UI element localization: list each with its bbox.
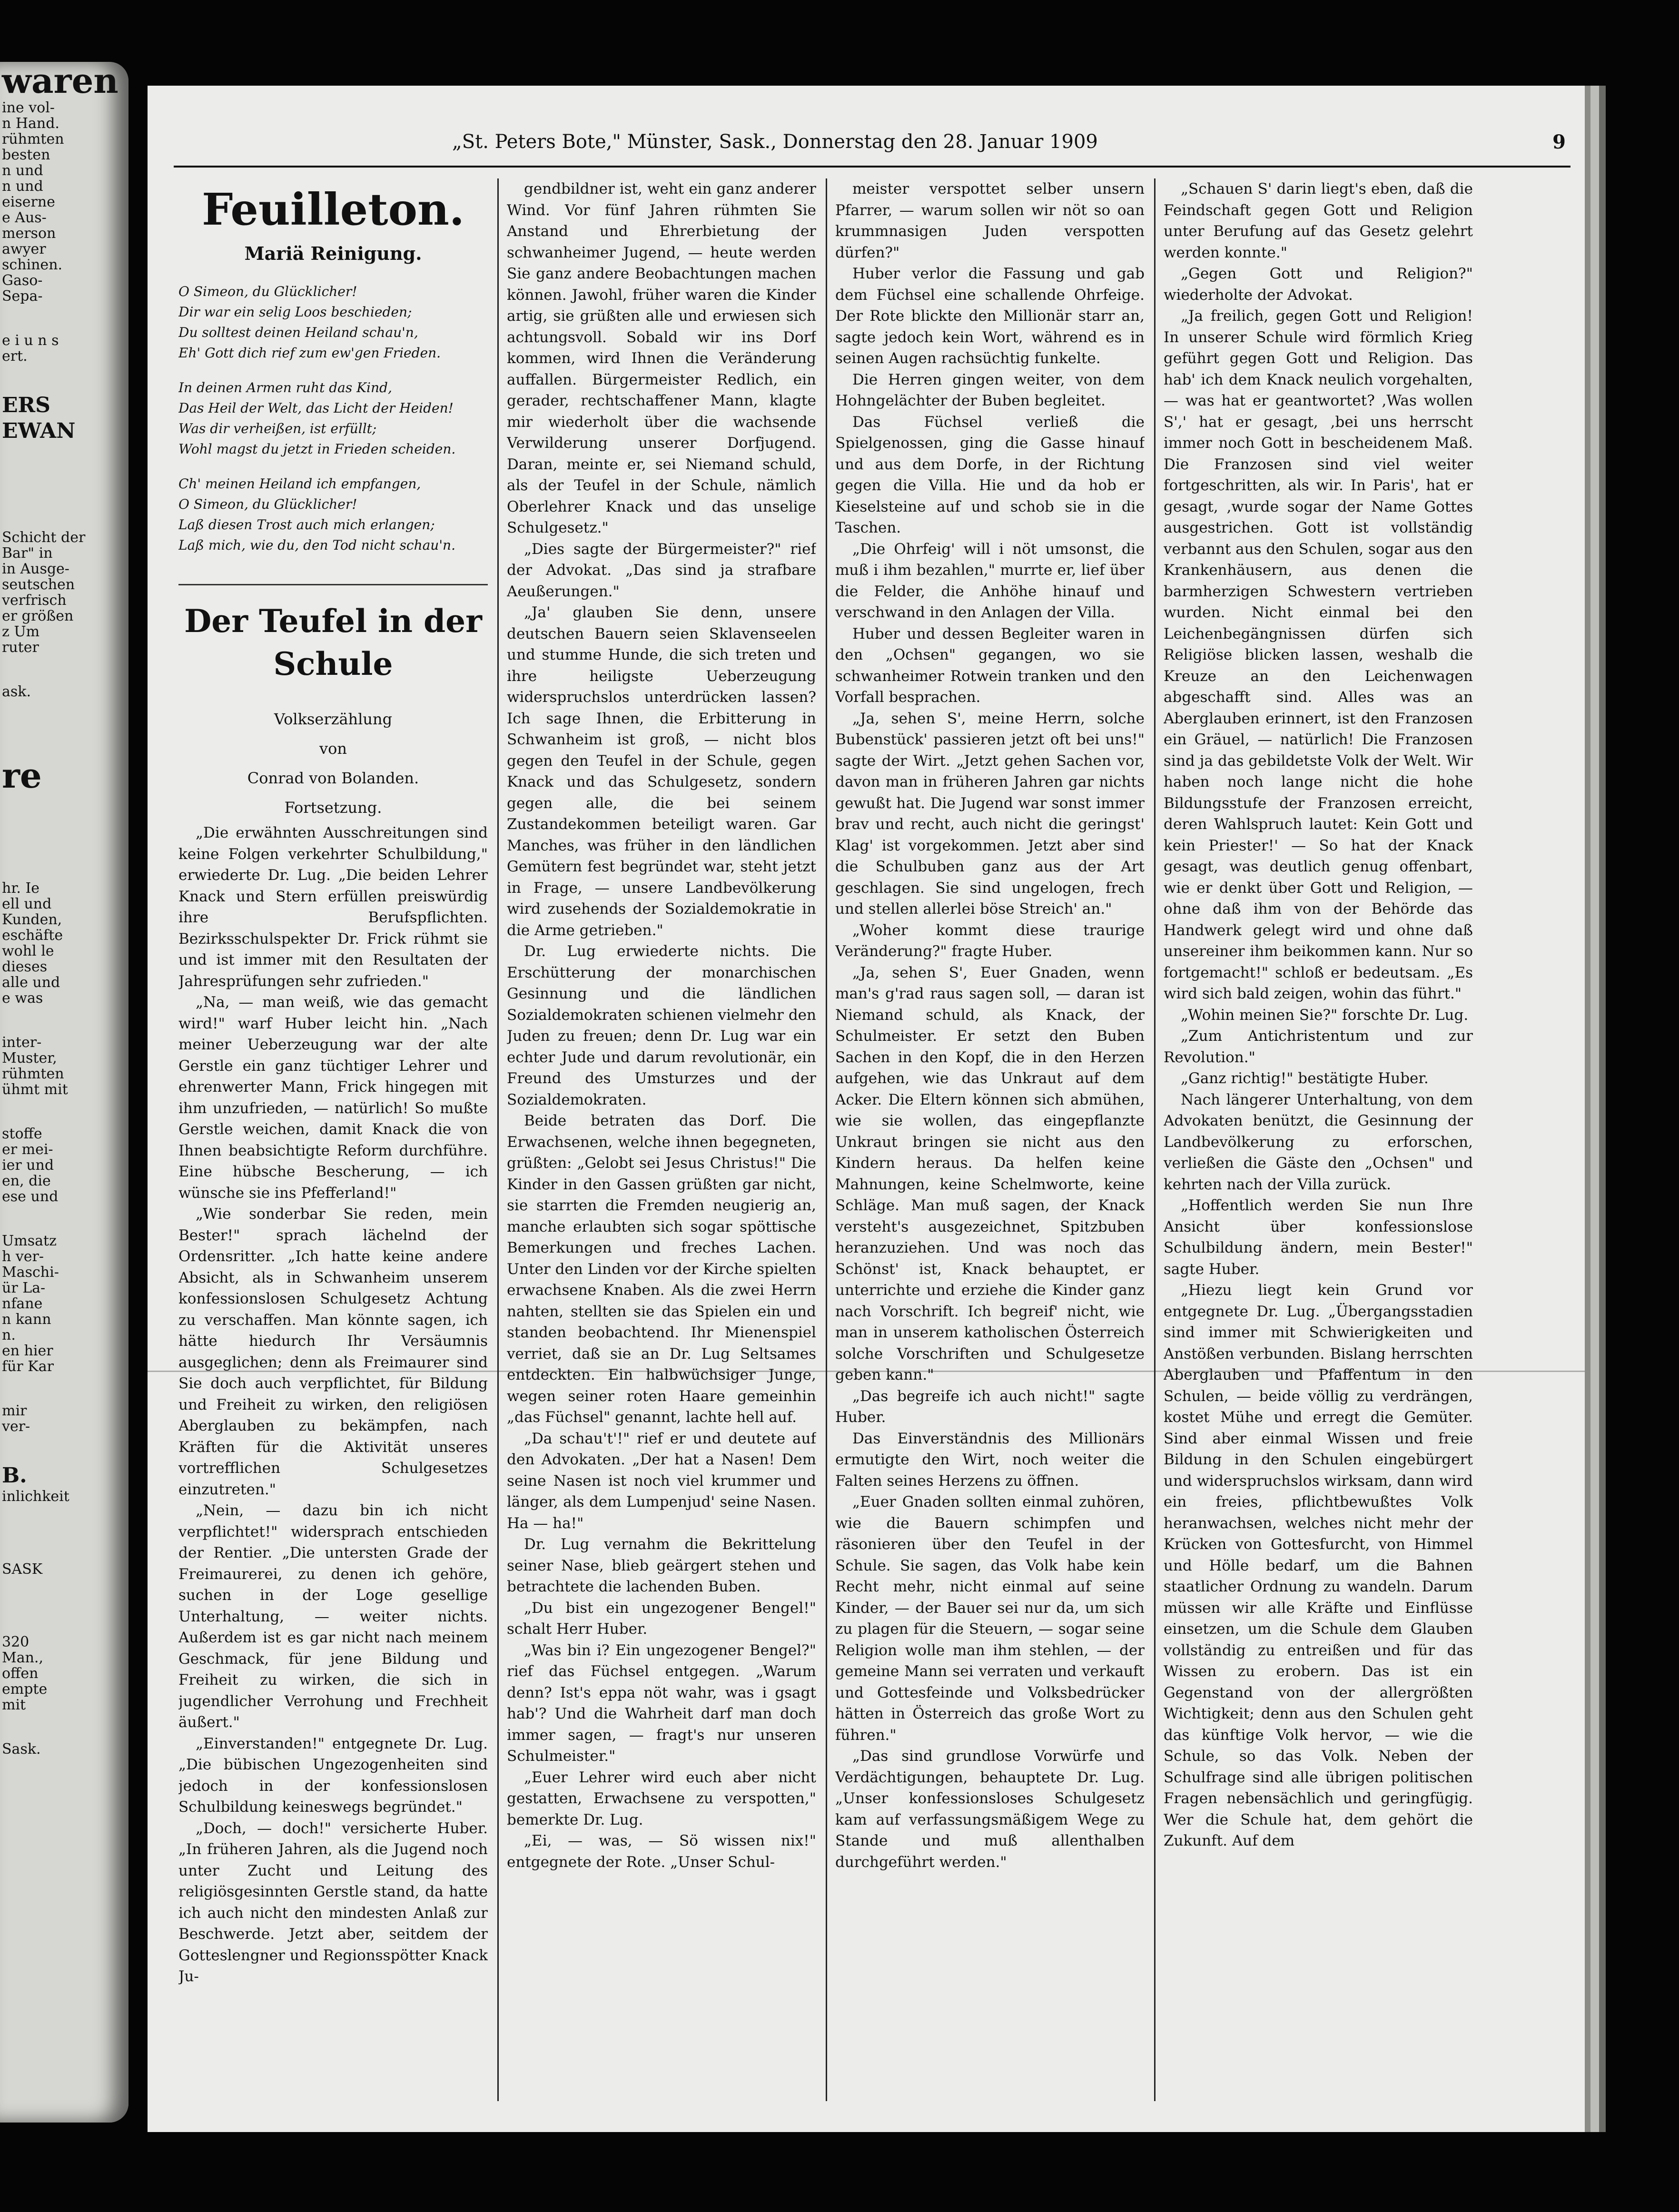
fragment-gap xyxy=(0,1504,128,1533)
left-page-fragment: hr. Ie xyxy=(2,880,40,897)
fragment-gap xyxy=(0,1577,128,1606)
left-page-fragment: Sask. xyxy=(2,1741,41,1758)
paragraph: „Doch, — doch!" versicherte Huber. „In früheren Jahren, als die Jugend noch unter Zucht und Leitung des religiösgesinnten Gerstle stand, da hatte ich auch nicht den mindesten Anlaß zur Beschwerde. Jetzt aber, seitdem der Gotteslengner und Regionsspötter Knack Ju- xyxy=(178,1819,488,1985)
paragraph: „Ganz richtig!" bestätigte Huber. xyxy=(1181,1070,1429,1087)
paragraph: „Schauen S' darin liegt's eben, daß die Feindschaft gegen Gott und Religion unter Berufung auf das Gesetz gelehrt werden konnte." xyxy=(1164,180,1473,261)
left-page-fragment: eschäfte xyxy=(2,927,63,944)
left-page-fragment: ask. xyxy=(2,683,31,700)
left-page-fragment: Maschi- xyxy=(2,1264,59,1281)
stanza-gap xyxy=(178,459,488,474)
left-page-fragment: en, die xyxy=(2,1173,51,1189)
left-page-fragment: rühmten xyxy=(2,1066,64,1082)
left-page-fragment: in Ausge- xyxy=(2,561,69,577)
paragraph: „Das begreife ich auch nicht!" sagte Huber. xyxy=(835,1387,1145,1426)
left-page-fragment: ERS xyxy=(2,393,50,417)
paragraph: Nach längerer Unterhaltung, von dem Advokaten benützt, die Gesinnung der Landbevölkerung zu erforschen, verließen die Gäste den „Ochsen" und kehrten nach der Villa zurück. xyxy=(1164,1091,1473,1193)
paragraph: „Euer Gnaden sollten einmal zuhören, wie die Bauern schimpfen und räsonieren über den Teufel in der Schule. Sie sagen, das Volk habe kein Recht mehr, nicht einmal auf seine Kinder, — der Bauer sei nur da, um sich zu plagen für die Steuern, — sogar seine Religion wolle man ihm stehlen, — der gemeine Mann sei verraten und verkauft und Gottesfeinde und Volksbedrücker hätten in Österreich das große Wort zu führen." xyxy=(835,1493,1145,1744)
paragraph: Dr. Lug erwiederte nichts. Die Erschütterung der monarchischen Gesinnung und die ländlichen Sozialdemokraten schienen vielmehr den Juden zu freuen; denn Dr. Lug war ein echter Jude und darum revolutionär, ein Freund des Umsturzes und der Sozialdemokraten. xyxy=(507,943,816,1108)
story-author: Conrad von Bolanden. xyxy=(247,769,419,787)
left-page-fragment: Umsatz xyxy=(2,1233,57,1249)
left-page-fragment: ier und xyxy=(2,1157,54,1174)
page-number: 9 xyxy=(1552,131,1566,153)
paragraph: Das Füchsel verließ die Spielgenossen, ging die Gasse hinauf und aus dem Dorfe, in der Richtung gegen die Villa. Hie und da hob er Kieselsteine auf und schob sie in die Taschen. xyxy=(835,413,1145,536)
left-page-fragment: Bar" in xyxy=(2,545,53,562)
fragment-gap xyxy=(0,501,128,530)
left-page-fragment: mir xyxy=(2,1402,27,1419)
paragraph: „Gegen Gott und Religion?" wiederholte der Advokat. xyxy=(1164,265,1473,304)
paragraph: „Ja' glauben Sie denn, unsere deutschen Bauern seien Sklavenseelen und stumme Hunde, die sich treten und ihre heiligste Ueberzeugung widerspruchslos unterdrücken lassen? Ich sage Ihnen, die Erbitterung in Schwanheim ist groß, — nicht blos gegen den Teufel in der Schule, gegen Knack und das Schulgesetz, sondern gegen alle, die bei seinem Zustandekommen beteiligt waren. Gar Manches, was früher in den ländlichen Gemütern fest begründet war, steht jetzt in Frage, — unsere Landbevölkerung wird zusehends der Sozialdemokratie in die Arme getrieben." xyxy=(507,604,816,939)
left-page-fragment: seutschen xyxy=(2,576,75,593)
left-page-fragment: n kann xyxy=(2,1311,51,1328)
poem-line: Du solltest deinen Heiland schau'n, xyxy=(178,325,418,340)
column-rule xyxy=(826,178,827,2101)
poem-line: Dir war ein selig Loos beschieden; xyxy=(178,304,412,320)
left-page-fragment: e Aus- xyxy=(2,209,47,226)
left-page-fragment: B. xyxy=(2,1463,27,1488)
left-page-fragment: n. xyxy=(2,1327,16,1343)
paragraph: „Ja freilich, gegen Gott und Religion! In unserer Schule wird förmlich Krieg geführt gegen Gott und Religion. Das hab' ich dem Knack neulich vorgehalten, — was hat er geantwortet? ,Was wollen S',' hat er gesagt, ,bei uns herrscht immer noch Gott in bescheidenem Maß. Die Franzosen sind viel weiter fortgeschritten, als wir. In Paris', hat er gesagt, ,wurde sogar der Name Gottes ausgestrichen. Gott ist vollständig verbannt aus den Schulen, sogar aus den Krankenhäusern, aus denen die barmherzigen Schwestern vertrieben wurden. Nicht einmal bei den Leichenbegängnissen dürfen sich Religiöse blicken lassen, weshalb die Kreuze an den Leichenwagen abgeschafft sind. Alles was an Aberglauben erinnert, ist den Franzosen ein Gräuel, — natürlich! Die Franzosen sind ja das gebildetste Volk der Welt. Wir haben noch lange nicht die hohe Bildungsstufe der Franzosen erreicht, deren Wahlspruch lautet: Kein Gott und kein Priester!' — So hat der Knack gesagt, was deutlich genug offenbart, wie er denkt über Gott und Religion, — ohne daß ihm von der Behörde das Handwerk gelegt wird und ohne daß unsereiner ihm beikommen kann. Nur so fortgemacht!" schloß er bedeutsam. „Es wird sich bald zeigen, wohin das führt." xyxy=(1164,307,1473,1002)
paragraph: „Die Ohrfeig' will i nöt umsonst, die muß i ihm bezahlen," murrte er, lief über die Felder, die Anhöhe hinauf und verschwand in den Anlagen der Villa. xyxy=(835,540,1145,621)
fragment-gap xyxy=(0,700,128,728)
column-4 xyxy=(1164,178,1473,2092)
left-page-fragment: ver- xyxy=(2,1418,30,1435)
left-page-fragment: ese und xyxy=(2,1188,59,1205)
fragment-gap xyxy=(0,473,128,501)
fragment-gap xyxy=(0,795,128,823)
fragment-gap xyxy=(0,1006,128,1035)
poem-line: Das Heil der Welt, das Licht der Heiden! xyxy=(178,400,454,416)
story-title: Der Teufel in der Schule xyxy=(178,584,488,685)
paragraph: „Hiezu liegt kein Grund vor entgegnete Dr. Lug. „Übergangsstadien sind immer mit Schwierigkeiten und Anstößen verbunden. Bislang herrschten Aberglauben und Pfaffentum in den Schulen, — beide völlig zu verdrängen, kostet Mühe und erregt die Gemüter. Sind aber einmal Wissen und freie Bildung in den Schulen eingebürgert und widerspruchslos wirksam, dann wird ein freies, pflichtbewußtes Volk heranwachsen, welches nicht mehr der Krücken von Gottesfurcht, von Himmel und Hölle bedarf, um die Bahnen staatlicher Ordnung zu wandeln. Darum müssen wir alle Kräfte und Einflüsse einsetzen, um die Schule dem Glauben vollständig zu entreißen und für das Wissen zu erobern. Das ist ein Gegenstand von der allergrößten Wichtigkeit; denn aus den Schulen geht das künftige Volk hervor, — wie die Schule, so das Volk. Neben der Schulfrage sind alle übrigen politischen Fragen nebensächlich und geringfügig. Wer die Schule hat, dem gehört die Zukunft. Auf dem xyxy=(1164,1282,1473,1849)
left-page-fragment: inlichkeit xyxy=(2,1488,69,1505)
paragraph: „Die erwähnten Ausschreitungen sind keine Folgen verkehrter Schulbildung," erwiederte Dr. Lug. „Die beiden Lehrer Knack und Stern erfüllen preiswürdig ihre Berufspflichten. Bezirksschulspekter Dr. Frick rühmt sie und ist immer mit den Resultaten der Jahresprüfungen sehr zufrieden." xyxy=(178,824,488,990)
left-page-fragment: Man., xyxy=(2,1649,43,1666)
paragraph: „Du bist ein ungezogener Bengel!" schalt Herr Huber. xyxy=(507,1599,816,1638)
paragraph: Huber und dessen Begleiter waren in den „Ochsen" gegangen, wo sie schwanheimer Rotwein tranken und den Vorfall besprachen. xyxy=(835,625,1145,706)
paragraph: Die Herren gingen weiter, von dem Hohngelächter der Buben begleitet. xyxy=(835,371,1145,409)
header-rule xyxy=(174,166,1570,168)
running-header xyxy=(452,131,1566,159)
fragment-gap xyxy=(0,1533,128,1561)
fragment-gap xyxy=(0,1374,128,1403)
paragraph: „Das sind grundlose Vorwürfe und Verdächtigungen, behauptete Dr. Lug. „Unser konfessionsloses Schulgesetz kam auf verfassungsmäßigem Wege zu Stande und muß allenthalben durchgeführt werden." xyxy=(835,1748,1145,1871)
poem-line: O Simeon, du Glücklicher! xyxy=(178,284,357,299)
poem-line: Laß diesen Trost auch mich erlangen; xyxy=(178,517,435,533)
left-page-fragment: er mei- xyxy=(2,1141,53,1158)
paragraph: „Na, — man weiß, wie das gemacht wird!" warf Huber leicht hin. „Nach meiner Ueberzeugung war der alte Gerstle ein ganz tüchtiger Lehrer und ehrenwerter Mann, Frick hingegen mit ihm unzufrieden, — natürlich! So mußte Gerstle weichen, damit Knack die von Ihnen beabsichtigte Reform durchführe. Eine hübsche Bescherung, — ich wünsche sie ins Pfefferland!" xyxy=(178,994,488,1202)
left-page-fragment: e i u n s xyxy=(2,332,59,349)
fragment-gap xyxy=(0,1097,128,1126)
left-page-fragment: inter- xyxy=(2,1034,42,1051)
left-page-fragment: e was xyxy=(2,990,43,1007)
paragraph: Beide betraten das Dorf. Die Erwachsenen, welche ihnen begegneten, grüßten: „Gelobt sei Jesus Christus!" Die Kinder in den Gassen grüßten gar nicht, sie starrten die Fremden neugierig an, manche erlaubten sich sogar spöttische Bemerkungen und freches Lachen. Unter den Linden vor der Kirche spielten erwachsene Knaben. Als die zwei Herrn nahten, stellten sie das Spielen ein und standen beobachtend. Ihr Mienenspiel verriet, daß sie an Dr. Lug Seltsames entdeckten. Ein halbwüchsiger Junge, wegen seiner roten Haare gemeinhin „das Füchsel" genannt, lachte hell auf. xyxy=(507,1112,816,1426)
left-page-edge xyxy=(0,62,128,2123)
left-page-fragment: empte xyxy=(2,1681,48,1698)
left-page-fragment: ell und xyxy=(2,896,52,912)
paragraph: meister verspottet selber unsern Pfarrer, — warum sollen wir nöt so oan krummnasigen Juden verspotten dürfen?" xyxy=(835,180,1145,261)
left-page-fragment: schinen. xyxy=(2,257,63,273)
left-page-fragment: merson xyxy=(2,225,56,242)
left-page-fragment: Sepa- xyxy=(2,288,43,305)
section-title: Feuilleton. xyxy=(202,184,464,235)
left-page-fragment: n und xyxy=(2,162,43,179)
paragraph: Das Einverständnis des Millionärs ermutigte den Wirt, noch weiter die Falten seines Herzens zu öffnen. xyxy=(835,1430,1145,1490)
poem xyxy=(178,281,488,555)
paragraph: „Euer Lehrer wird euch aber nicht gestatten, Erwachsene zu verspotten," bemerkte Dr. Lug. xyxy=(507,1768,816,1828)
paragraph: gendbildner ist, weht ein ganz anderer Wind. Vor fünf Jahren rühmten Sie Anstand und Ehrerbietung der schwanheimer Jugend, — heute werden Sie ganz andere Beobachtungen machen können. Jawohl, früher waren die Kinder artig, sie grüßten alle und erwiesen sich achtungsvoll. Sobald wir ins Dorf kommen, wird Ihnen die Veränderung auffallen. Bürgermeister Redlich, ein gerader, rechtschaffener Mann, klagte mir wiederholt über die wachsende Verwilderung unserer Dorfjugend. Daran, meinte er, sei Niemand schuld, als der Teufel in der Schule, nämlich Oberlehrer Knack und das unselige Schulgesetz." xyxy=(507,180,816,536)
fragment-gap xyxy=(0,852,128,880)
poem-line: Laß mich, wie du, den Tod nicht schau'n. xyxy=(178,537,455,553)
column-1-text xyxy=(178,822,488,1987)
left-page-fragment: Schicht der xyxy=(2,529,86,546)
left-page-fragment: nfane xyxy=(2,1295,43,1312)
column-4-text xyxy=(1164,178,1473,1852)
left-page-fragment: mit xyxy=(2,1697,26,1713)
paragraph: „Wohin meinen Sie?" forschte Dr. Lug. xyxy=(1181,1006,1469,1024)
paragraph: „Wie sonderbar Sie reden, mein Bester!" sprach lächelnd der Ordensritter. „Ich hatte keine andere Absicht, als in Schwanheim unserem konfessionslosen Schulgesetz Achtung zu verschaffen. Man könnte sagen, ich hätte hiedurch Ihr Versäumnis ausgeglichen; denn als Freimaurer sind Sie doch auch verpflichtet, für Bildung und Freiheit zu wirken, den religiösen Aberglauben zu bekämpfen, nach Kräften für die Aktivität unseres vortrefflichen Schulgesetzes einzutreten." xyxy=(178,1205,488,1498)
paragraph: „Hoffentlich werden Sie nun Ihre Ansicht über konfessionslose Schulbildung ändern, mein Bester!" sagte Huber. xyxy=(1164,1197,1473,1278)
poem-line: O Simeon, du Glücklicher! xyxy=(178,496,357,512)
left-page-fragment: Gaso- xyxy=(2,272,43,289)
poem-line: Wohl magst du jetzt in Frieden scheiden. xyxy=(178,441,456,457)
poem-line: In deinen Armen ruht das Kind, xyxy=(178,380,392,395)
left-page-fragment: z Um xyxy=(2,623,40,640)
paragraph: „Zum Antichristentum und zur Revolution." xyxy=(1164,1027,1473,1066)
left-page-fragment: besten xyxy=(2,147,50,163)
paragraph: Dr. Lug vernahm die Bekrittelung seiner Nase, blieb geärgert stehen und betrachtete die lachenden Buben. xyxy=(507,1536,816,1595)
column-rule xyxy=(497,178,499,2101)
fragment-gap xyxy=(0,728,128,757)
left-page-fragment: n Hand. xyxy=(2,115,59,132)
fragment-gap xyxy=(0,364,128,393)
paragraph: „Woher kommt diese traurige Veränderung?" fragte Huber. xyxy=(835,921,1145,960)
poem-line: Eh' Gott dich rief zum ew'gen Frieden. xyxy=(178,345,441,361)
left-page-fragment: ühmt mit xyxy=(2,1081,68,1098)
column-2-text xyxy=(507,178,816,1873)
left-page-fragment: wohl le xyxy=(2,943,54,959)
paragraph: „Einverstanden!" entgegnete Dr. Lug. „Die bübischen Ungezogenheiten sind jedoch in der konfessionslosen Schulbildung keineswegs begründet." xyxy=(178,1735,488,1816)
column-3 xyxy=(835,178,1145,2092)
left-page-fragment: waren xyxy=(2,62,119,101)
poem-line: Ch' meinen Heiland ich empfangen, xyxy=(178,476,421,492)
fragment-gap xyxy=(0,1713,128,1741)
left-page-fragment: 320 xyxy=(2,1634,30,1650)
left-page-fragment: stoffe xyxy=(2,1126,42,1142)
story-by: von xyxy=(319,740,347,758)
left-page-fragment: Muster, xyxy=(2,1050,57,1066)
paragraph: „Da schau't'!" rief er und deutete auf den Advokaten. „Der hat a Nasen! Dem seine Nasen ist noch viel krummer und länger, als dem Lumpenjud' seine Nasen. Ha — ha!" xyxy=(507,1430,816,1532)
left-page-fragment: ruter xyxy=(2,639,39,656)
left-page-fragment: alle und xyxy=(2,974,60,991)
column-3-text xyxy=(835,178,1145,1873)
stanza-gap xyxy=(178,363,488,377)
story-continued: Fortsetzung. xyxy=(284,799,382,817)
left-page-fragment: re xyxy=(2,755,42,796)
left-page-fragment: en hier xyxy=(2,1343,53,1359)
fragment-gap xyxy=(0,1606,128,1634)
newspaper-page xyxy=(148,86,1585,2132)
poem-line: Was dir verheißen, ist erfüllt; xyxy=(178,421,377,436)
left-page-fragment: Kunden, xyxy=(2,911,62,928)
fragment-gap xyxy=(0,304,128,333)
running-title: „St. Peters Bote," Münster, Sask., Donnerstag den 28. Januar 1909 xyxy=(452,131,1098,153)
left-page-fragment: für Kar xyxy=(2,1358,54,1375)
column-1 xyxy=(178,178,488,2092)
left-page-fragment: dieses xyxy=(2,958,48,975)
left-page-fragment: EWAN xyxy=(2,419,76,443)
left-page-fragment: ert. xyxy=(2,348,28,365)
fragment-gap xyxy=(0,655,128,684)
left-page-fragment: rühmten xyxy=(2,131,64,148)
fragment-gap xyxy=(0,1434,128,1463)
left-page-fragment: offen xyxy=(2,1665,39,1682)
left-page-fragment: ine vol- xyxy=(2,99,55,116)
left-page-fragment: er größen xyxy=(2,608,74,624)
column-rule xyxy=(1154,178,1156,2101)
story-genre: Volkserzählung xyxy=(274,710,393,728)
left-page-fragment: n und xyxy=(2,178,43,195)
left-page-fragment: eiserne xyxy=(2,194,55,210)
paragraph: „Dies sagte der Bürgermeister?" rief der Advokat. „Das sind ja strafbare Aeußerungen." xyxy=(507,540,816,600)
column-2 xyxy=(507,178,816,2092)
left-page-fragment: SASK xyxy=(2,1561,43,1578)
left-page-fragment: awyer xyxy=(2,241,46,257)
fragment-gap xyxy=(0,444,128,473)
fragment-gap xyxy=(0,823,128,852)
paragraph: „Ja, sehen S', meine Herrn, solche Bubenstück' passieren jetzt oft bei uns!" sagte der Wirt. „Jetzt gehen Sachen vor, davon man in früheren Jahren gar nichts gewußt hat. Die Jugend war sonst immer brav und recht, auch nicht die geringst' Klag' ist vorgekommen. Jetzt aber sind die Schulbuben ganz aus der Art geschlagen. Sie sind ungelogen, frech und stellen allerlei böse Streich' an." xyxy=(835,710,1145,918)
fragment-gap xyxy=(0,1205,128,1233)
left-page-fragment: ür La- xyxy=(2,1280,46,1296)
poem-title: Mariä Reinigung. xyxy=(244,243,422,264)
left-page-fragment: h ver- xyxy=(2,1248,44,1265)
left-page-fragment: verfrisch xyxy=(2,592,67,609)
paragraph: „Ja, sehen S', Euer Gnaden, wenn man's g'rad raus sagen soll, — daran ist Niemand schuld, als Knack, der Schulmeister. Er setzt den Buben Sachen in den Kopf, die in den Herzen aufgehen, wie das Unkraut auf dem Acker. Die Eltern können sich abmühen, wie sie wollen, das eingepflanzte Unkraut bringen sie nicht aus den Kindern heraus. Da helfen keine Mahnungen, keine Schelmworte, keine Schläge. Man muß sagen, der Knack versteht's ausgezeichnet, Spitzbuben heranzuziehen. Und was noch das Schönst' ist, Knack behauptet, er unterrichte und erziehe die Kinder ganz nach Vorschrift. Ich begreif' nicht, wie man in unserem katholischen Österreich solche Vorschriften und Schulgesetze geben kann." xyxy=(835,964,1145,1383)
paragraph: Huber verlor die Fassung und gab dem Füchsel eine schallende Ohrfeige. Der Rote blickte den Millionär starr an, sagte jedoch kein Wort, während es in seinen Augen rachsüchtig funkelte. xyxy=(835,265,1145,367)
paragraph: „Ei, — was, — Sö wissen nix!" entgegnete der Rote. „Unser Schul- xyxy=(507,1832,816,1871)
paragraph: „Nein, — dazu bin ich nicht verpflichtet!" widersprach entschieden der Rentier. „Die untersten Grade der Freimaurerei, zu denen ich gehöre, suchen in der Loge gesellige Unterhaltung, — weiter nichts. Außerdem ist es gar nicht nach meinem Geschmack, für jene Bildung und Freiheit zu wirken, die sich in jugendlicher Verrohung und Frechheit äußert." xyxy=(178,1502,488,1731)
paragraph: „Was bin i? Ein ungezogener Bengel?" rief das Füchsel entgegen. „Warum denn? Ist's eppa nöt wahr, was i gsagt hab'? Und die Wahrheit darf man doch immer sagen, — fragt's nur unseren Schulmeister." xyxy=(507,1641,816,1765)
